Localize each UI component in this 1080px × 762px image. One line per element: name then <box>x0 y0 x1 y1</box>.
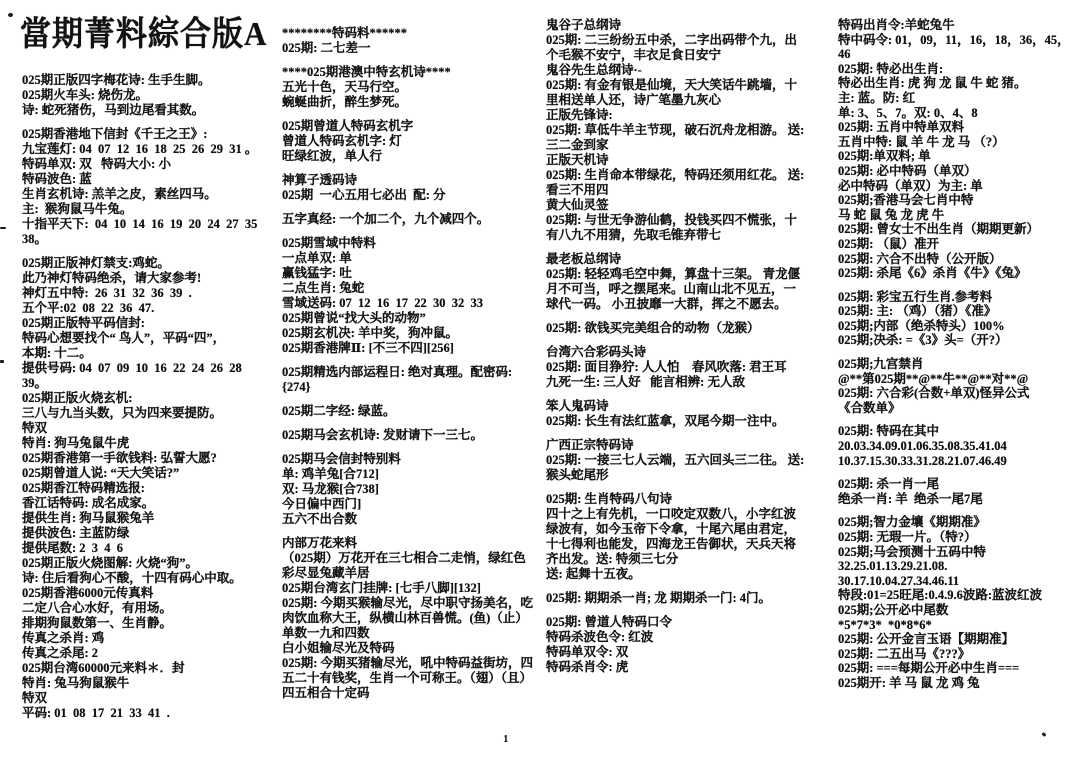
text-line: 025期: 二五出马《???》 <box>838 646 971 661</box>
column-2 <box>282 26 538 701</box>
text-line: 025期: 曾女士不出生肖（期期更新） <box>838 222 1040 237</box>
page-number: 1 <box>503 733 509 745</box>
text-line: 传真之杀尾: 2 <box>22 646 99 660</box>
text-line: 十指平天下: 04 10 14 16 19 20 24 27 35 38。 <box>22 217 264 246</box>
page-title: 當期菁料綜合版A <box>20 14 268 53</box>
scan-speck <box>0 360 4 363</box>
text-line: 025期: 生肖特码八句诗 <box>546 492 673 506</box>
text-line: 025期香港第一手欲钱料: 弘誓大愿? <box>22 451 217 465</box>
text-line: 白小姐输尽光及特码 <box>282 641 395 655</box>
text-line: 025期;马会预测十五码中特 <box>838 544 986 559</box>
text-line: 二点生肖: 兔蛇 <box>282 281 365 295</box>
text-line: 九宝莲灯: 04 07 12 16 18 25 26 29 31 。 <box>22 142 258 156</box>
text-line: 雪域送码: 07 12 16 17 22 30 32 33 <box>282 296 484 310</box>
text-line: 025期二字经: 绿蓝。 <box>282 404 396 418</box>
text-line: 10.37.15.30.33.31.28.21.07.46.49 <box>838 453 1007 468</box>
text-line: 025期: 期期杀一肖; 龙 期期杀一门: 4门。 <box>546 591 771 605</box>
line-gap <box>546 483 808 492</box>
text-line: 025期 一心五用七必出 配: 分 <box>282 188 446 202</box>
text-line: 025期马会玄机诗: 发财请下一三七。 <box>282 428 484 442</box>
text-line: 提供生肖: 狗马鼠猴兔羊 <box>22 511 155 525</box>
text-line: 025期: 面目狰狞: 人人怕 春风吹落: 君王耳 九死一生: 三人好 能言相辨: 无人敌 <box>546 360 800 389</box>
text-line: 提供波色: 主蓝防绿 <box>22 526 130 540</box>
text-line: 神算子透码诗 <box>282 173 358 187</box>
text-line: 特码杀波色令: 红波 <box>546 630 654 644</box>
text-line: 单: 鸡羊兔[合712] <box>282 467 379 481</box>
text-line: 特码波色: 蓝 <box>22 172 92 186</box>
text-line: 五肖中特: 鼠 羊 牛 龙 马 （?） <box>838 134 1005 149</box>
text-line: 025期;决杀: =《3》头=（开?） <box>838 333 1008 348</box>
line-gap <box>838 281 1076 290</box>
text-line: ****025期港澳中特玄机诗**** <box>282 65 451 79</box>
text-line: 正版天机诗 <box>546 153 609 167</box>
line-gap <box>546 243 808 252</box>
text-line: 025期火车头: 烧伤龙。 <box>22 88 149 102</box>
text-line: 平码: 01 08 17 21 33 41 . <box>22 706 170 720</box>
text-line: 025期: 杀尾《6》杀肖《牛》《兔》 <box>838 266 1027 281</box>
text-line: 025期曾说“找大头的动物” <box>282 311 426 325</box>
text-line: 特码单双: 双 特码大小: 小 <box>22 157 171 171</box>
text-line: 最老板总纲诗 <box>546 252 622 266</box>
text-line: 单: 3、5、7。双: 0、4、8 <box>838 105 978 120</box>
text-line: 025期曾道人特码玄机字 <box>282 119 414 133</box>
text-line: 025期;公开必中尾数 <box>838 602 949 617</box>
line-gap <box>282 56 538 65</box>
text-line: 025期: 有金有银是仙境，天大笑话牛跳墙，十里相送单人还，诗广笔墨九灰心 <box>546 78 798 107</box>
text-line: 025期正版四字梅花诗: 生手生脚。 <box>22 73 211 87</box>
column-3 <box>546 18 808 675</box>
column-1 <box>22 73 264 721</box>
text-line: 025期开: 羊 马 鼠 龙 鸡 兔 <box>838 675 980 690</box>
text-line: 双: 马龙猴[合738] <box>282 482 379 496</box>
line-gap <box>546 606 808 615</box>
text-line: 025期: 一接三七人云端，五六回头三二往。 送: 猴头蛇尾形 <box>546 453 808 482</box>
text-line: 025期: 生肖命本带绿花，特码还须用红花。 送: 看三不用四 <box>546 168 808 197</box>
text-line: 提供尾数: 2 3 4 6 <box>22 541 124 555</box>
text-line: 025期: 无瑕一片。（特?） <box>838 530 977 544</box>
text-line: 025期: 与世无争游仙鹤，投钱买四不慌张，十有八九不用猜，先取毛锥弃带七 <box>546 213 798 242</box>
line-gap <box>282 227 538 236</box>
text-line: 025期: 轻轻鸡毛空中舞，算盘十三架。 青龙偃月不可当，呼之摆尾来。山南山北不见五，一球代一码。 小丑披靡一大群，挥之不愿去。 <box>546 267 801 311</box>
text-line: 一点单双: 单 <box>282 251 352 265</box>
text-line: 025期: 六合彩(合数+单双)怪异公式 <box>838 386 1030 401</box>
text-line: 提供号码: 04 07 09 10 16 22 24 26 28 39。 <box>22 361 249 390</box>
text-line: 五光十色，天马行空。 <box>282 80 408 94</box>
text-line: 本期: 十二。 <box>22 346 92 360</box>
text-line: 《合数单》 <box>838 400 901 415</box>
text-line: 025期香港6000元传真料 <box>22 586 154 600</box>
text-line: 蜿蜒曲折，醉生梦死。 <box>282 95 408 109</box>
line-gap <box>546 582 808 591</box>
text-line: 025期: 六合不出特（公开版） <box>838 251 1002 266</box>
text-line: 马 蛇 鼠 兔 龙 虎 牛 <box>838 207 945 222</box>
text-line: 排期狗鼠数第一、生肖静。 <box>22 616 173 630</box>
text-line: 025期: 二七差一 <box>282 41 371 55</box>
text-line: 025期: 杀一肖一尾 <box>838 477 940 492</box>
text-line: 025期: 彩宝五行生肖.参考料 <box>838 289 993 304</box>
text-line: 025期: 必中特码（单双） <box>838 163 977 178</box>
line-gap <box>282 164 538 173</box>
text-line: 生肖玄机诗: 羔羊之皮，素丝四马。 <box>22 187 217 201</box>
text-line: 025期: 主: （鸡）（猪）《准》 <box>838 304 997 319</box>
text-line: 025期;内部（绝杀特头）100% <box>838 318 1005 333</box>
text-line: 笨人鬼码诗 <box>546 399 609 413</box>
line-gap <box>22 247 264 256</box>
text-line: 025期: 公开金言玉语【期期准】 <box>838 632 1015 647</box>
text-line: 正版先锋诗: <box>546 108 613 122</box>
text-line: 黄大仙灵签 <box>546 198 609 212</box>
text-line: 必中特码（单双）为主: 单 <box>838 178 983 193</box>
text-line: 旺绿红波，单人行 <box>282 149 383 163</box>
text-line: 特中码令: 01，09，11，16，18，36，45，46 <box>838 32 1070 62</box>
text-line: 特必出生肖: 虎 狗 龙 鼠 牛 蛇 猪。 <box>838 76 1027 91</box>
text-line: 025期: （鼠）准开 <box>838 236 940 251</box>
line-gap <box>838 348 1076 357</box>
text-line: 025期;香港马会七肖中特 <box>838 193 974 208</box>
text-line: 神灯五中特: 26 31 32 36 39 . <box>22 286 192 300</box>
line-gap <box>546 390 808 399</box>
text-line: 四十之上有先机，一口咬定双数八，小字红波绿波有，如今玉帝下令拿，十尾六尾由君定，十七得利也能发，四海龙王告御状，天兵天将齐出发。送: 特须三七分 <box>546 507 797 566</box>
text-line: 五六不出合数 <box>282 512 358 526</box>
text-line: 鬼谷子总纲诗 <box>546 18 622 32</box>
text-line: 绝杀一肖: 羊 绝杀一尾7尾 <box>838 491 983 506</box>
text-line: 特双 <box>22 421 48 435</box>
text-line: 台湾六合彩码头诗 <box>546 345 647 359</box>
text-line: 025期:单双料; 单 <box>838 149 931 164</box>
text-line: 025期: 今期买猪输尽光，吼中特码益街坊，四五二十有钱奖，生肖一个可称王。（翅）（且）四五相合十定码 <box>282 656 534 700</box>
column-4 <box>838 18 1076 691</box>
line-gap <box>838 468 1076 477</box>
text-line: 025期精选内部运程日: 绝对真理。配密码: {274} <box>282 365 516 394</box>
line-gap <box>282 443 538 452</box>
text-line: 025期: 草低牛羊主节现，破石沉舟龙相游。 送: 三二金到家 <box>546 123 808 152</box>
text-line: 特码心想要找个“ 鸟人”，平码“四”， <box>22 331 226 345</box>
text-line: 025期: 特码在其中 <box>838 424 940 439</box>
text-line: 香江话特码: 成名成家。 <box>22 496 155 510</box>
line-gap <box>282 110 538 119</box>
text-line: 内部万花来料 <box>282 536 358 550</box>
text-line: 20.03.34.09.01.06.35.08.35.41.04 <box>838 439 1007 454</box>
text-line: 32.25.01.13.29.21.08. <box>838 559 948 574</box>
text-line: 30.17.10.04.27.34.46.11 <box>838 573 960 588</box>
text-line: 特段:01=25旺尾:0.4.9.6波路:蓝波红波 <box>838 588 1042 603</box>
text-line: 025期香港牌Ⅱ: [不三不四][256] <box>282 341 454 355</box>
line-gap <box>282 419 538 428</box>
text-line: 025期正版火烧玄机: <box>22 391 133 405</box>
text-line: ********特码料****** <box>282 26 408 40</box>
text-line: 五个平:02 08 22 36 47. <box>22 301 155 315</box>
text-line: 鬼谷先生总纲诗·- <box>546 63 642 77</box>
line-gap <box>546 312 808 321</box>
text-line: 025期: 长生有法红蓝拿，双尾今期一注中。 <box>546 414 785 428</box>
text-line: 此乃神灯特码绝杀，请大家参考! <box>22 271 202 285</box>
scan-speck <box>1042 732 1047 737</box>
scan-speck <box>0 227 6 229</box>
text-line: 曾道人特码玄机字: 灯 <box>282 134 402 148</box>
text-line: 送: 起舞十五夜。 <box>546 567 641 581</box>
text-line: 025期马会信封特别料 <box>282 452 401 466</box>
text-line: 特双 <box>22 691 48 705</box>
text-line: 特肖: 狗马兔鼠牛虎 <box>22 436 130 450</box>
text-line: （025期）万花开在三七相合二走悄，绿红色彩尽显兔藏羊居 <box>282 551 526 580</box>
line-gap <box>282 203 538 212</box>
text-line: 025期: 特必出生肖: <box>838 61 944 76</box>
text-line: @**第025期**@**牛**@**对**@ <box>838 371 1029 386</box>
text-line: 025期;九宫禁肖 <box>838 357 924 372</box>
text-line: 二定八合心水好，有用场。 <box>22 601 173 615</box>
scan-speck <box>8 13 13 17</box>
text-line: 025期雪域中特料 <box>282 236 376 250</box>
line-gap <box>282 395 538 404</box>
text-line: 五字真经: 一个加二个，九个减四个。 <box>282 212 490 226</box>
text-line: 赢钱猛字: 吐 <box>282 266 352 280</box>
text-line: 三八与九当头数，只为四来要提防。 <box>22 406 223 420</box>
text-line: 025期: 今期买猴输尽光，尽中职守扬美名，吃肉饮血称大王，纵横山林百兽慌。(鱼)（止） 单数一九和四数 <box>282 596 534 640</box>
text-line: 特码单双令: 双 <box>546 645 629 659</box>
text-line: 025期: ===每期公开必中生肖=== <box>838 661 1020 676</box>
line-gap <box>282 527 538 536</box>
text-line: 025期: 曾道人特码口令 <box>546 615 673 629</box>
text-line: 今日偏中西门] <box>282 497 362 511</box>
line-gap <box>546 429 808 438</box>
text-line: 特码出肖令:羊蛇兔牛 <box>838 18 955 32</box>
text-line: 025期香江特码精选报: <box>22 481 145 495</box>
text-line: 025期正版火烧图解: 火烧“狗”。 <box>22 556 199 570</box>
text-line: 主: 蓝。防: 红 <box>838 90 916 105</box>
text-line: *5*7*3* *0*8*6* <box>838 617 932 632</box>
text-line: 025期香港地下信封《千王之王》: <box>22 127 208 141</box>
text-line: 025期: 五肖中特单双料 <box>838 120 965 135</box>
text-line: 特肖: 兔马狗鼠猴牛 <box>22 676 130 690</box>
line-gap <box>282 356 538 365</box>
text-line: 传真之杀肖: 鸡 <box>22 631 105 645</box>
text-line: 诗: 蛇死猪伤，马到边尾看其数。 <box>22 103 205 117</box>
line-gap <box>546 336 808 345</box>
text-line: 主: 猴狗鼠马牛兔。 <box>22 202 133 216</box>
text-line: 025期玄机决: 羊中奖，狗冲鼠。 <box>282 326 459 340</box>
text-line: 025期正版特平码信封: <box>22 316 145 330</box>
text-line: 025期: 二三纷纷五中杀，二字出码带个九，出个毛猴不安宁，丰衣足食日安宁 <box>546 33 798 62</box>
text-line: 025期: 欲钱买完美组合的动物（龙猴） <box>546 321 760 335</box>
text-line: 特码杀肖令: 虎 <box>546 660 629 674</box>
text-line: 025期正版神灯禁支:鸡蛇。 <box>22 256 170 270</box>
text-line: 广西正宗特码诗 <box>546 438 634 452</box>
text-line: 025期曾道人说: “天大笑话?” <box>22 466 180 480</box>
text-line: 025期台湾60000元来料＊．封 <box>22 661 185 675</box>
text-line: 025期台湾玄门挂牌: [七手八脚][132] <box>282 581 481 595</box>
line-gap <box>22 118 264 127</box>
text-line: 025期;智力金壤《期期准》 <box>838 515 986 530</box>
text-line: 诗: 住后看狗心不酸，十四有码心中取。 <box>22 571 242 585</box>
